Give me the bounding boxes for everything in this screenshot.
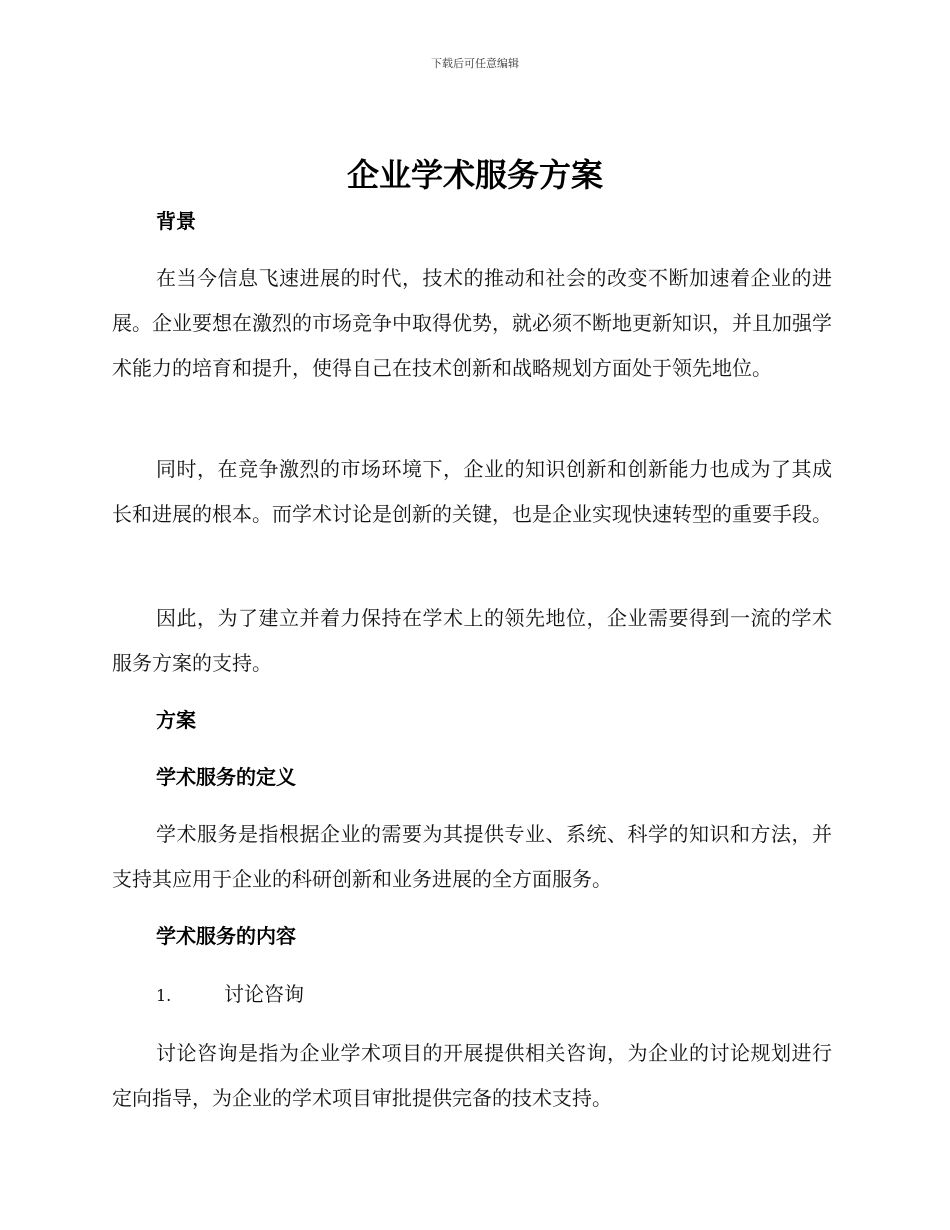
section-heading-content: 学术服务的内容 — [156, 924, 296, 948]
consult-paragraph: 讨论咨询是指为企业学术项目的开展提供相关咨询，为企业的讨论规划进行定向指导，为企业的学术项目审批提供完备的技术支持。 — [112, 1041, 832, 1110]
list-item-consulting — [156, 979, 304, 1011]
section-heading-definition: 学术服务的定义 — [156, 765, 296, 789]
definition-paragraph-block — [112, 812, 832, 902]
section-heading-background: 背景 — [156, 209, 196, 233]
background-paragraph-1: 在当今信息飞速进展的时代，技术的推动和社会的改变不断加速着企业的进展。企业要想在激烈的市场竞争中取得优势，就必须不断地更新知识，并且加强学术能力的培育和提升，使得自己在技术创新和战略规划方面处于领先地位。 — [112, 266, 832, 380]
background-paragraph-3: 因此，为了建立并着力保持在学术上的领先地位，企业需要得到一流的学术服务方案的支持。 — [112, 606, 832, 675]
background-paragraph-1-block — [112, 256, 832, 391]
section-heading-plan: 方案 — [156, 708, 196, 732]
background-paragraph-3-block — [112, 596, 832, 686]
background-paragraph-2: 同时，在竞争激烈的市场环境下，企业的知识创新和创新能力也成为了其成长和进展的根本。而学术讨论是创新的关键，也是企业实现快速转型的重要手段。 — [112, 457, 832, 526]
document-title: 企业学术服务方案 — [346, 156, 603, 194]
consult-paragraph-block — [112, 1031, 832, 1121]
list-item-label: 讨论咨询 — [224, 982, 304, 1006]
background-paragraph-2-block — [112, 447, 832, 537]
header-note: 下载后可任意编辑 — [431, 57, 519, 70]
definition-paragraph: 学术服务是指根据企业的需要为其提供专业、系统、科学的知识和方法，并支持其应用于企业的科研创新和业务进展的全方面服务。 — [112, 822, 832, 891]
list-item-number: 1. — [156, 986, 172, 1005]
